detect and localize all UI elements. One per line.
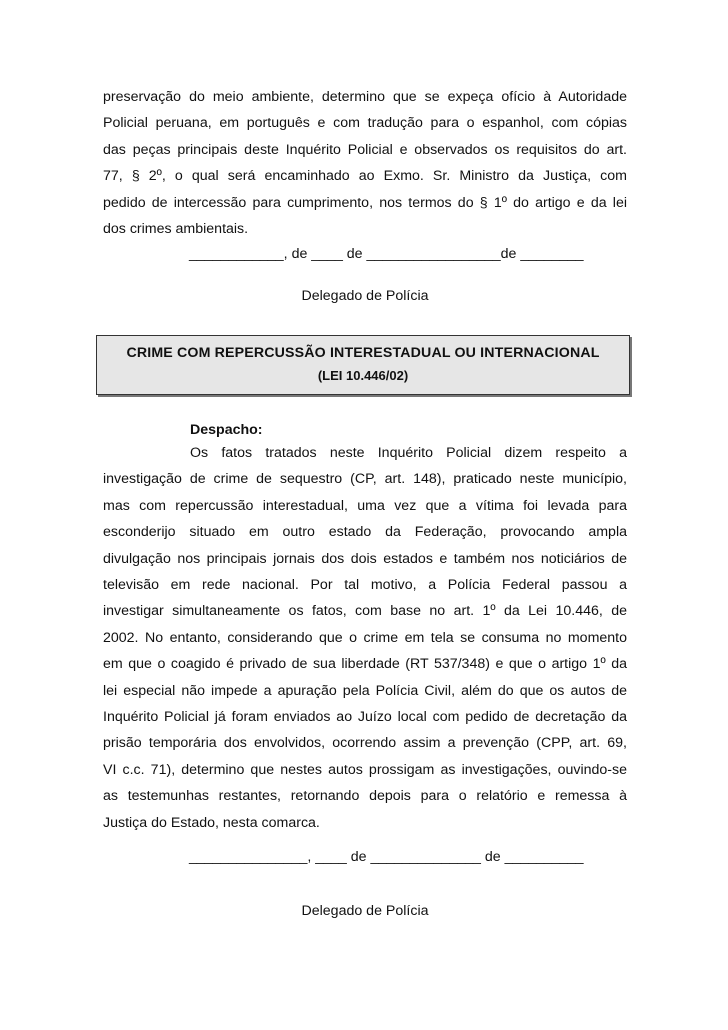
- section-subtitle: (LEI 10.446/02): [317, 368, 409, 383]
- signature-delegado: Delegado de Polícia: [301, 903, 429, 919]
- paragraph-line: televisão em rede nacional. Por tal motivo, a Polícia Federal passou a: [103, 577, 627, 594]
- paragraph-line: em que o coagido é privado de sua liberdade (RT 537/348) e que o artigo 1º da: [103, 656, 627, 673]
- paragraph-line: Inquérito Policial já foram enviados ao Juízo local com pedido de decretação da: [103, 709, 627, 726]
- paragraph-line: preservação do meio ambiente, determino que se expeça ofício à Autoridade: [103, 89, 627, 105]
- paragraph-line: 2002. No entanto, considerando que o crime em tela se consuma no momento: [103, 629, 627, 646]
- paragraph-line: Os fatos tratados neste Inquérito Policial dizem respeito a: [190, 445, 627, 461]
- section-header-box: [96, 335, 630, 395]
- top-paragraph: [103, 84, 627, 242]
- paragraph-line: VI c.c. 71), determino que nestes autos prossigam as investigações, ouvindo-se: [103, 761, 627, 778]
- paragraph-line: lei especial não impede a apuração pela Polícia Civil, além do que os autos de: [103, 682, 627, 699]
- paragraph-line: dos crimes ambientais.: [103, 221, 249, 238]
- paragraph-line: pedido de intercessão para cumprimento, nos termos do § 1º do artigo e da lei: [103, 194, 627, 211]
- paragraph-line: as testemunhas restantes, retornando depois para o relatório e remessa à: [103, 788, 627, 805]
- paragraph-line: esconderijo situado em outro estado da Federação, provocando ampla: [103, 524, 627, 541]
- paragraph-line: mas com repercussão interestadual, uma vez que a vítima foi levada para: [103, 497, 627, 514]
- date-line: ____________, de ____ de _________________de ________: [189, 246, 584, 262]
- paragraph-line: das peças principais deste Inquérito Policial e observados os requisitos do art.: [103, 141, 627, 158]
- signature-delegado: Delegado de Polícia: [301, 288, 429, 304]
- section-title: CRIME COM REPERCUSSÃO INTERESTADUAL OU INTERNACIONAL: [126, 345, 600, 361]
- paragraph-line: Policial peruana, em português e com tradução para o espanhol, com cópias: [103, 115, 627, 132]
- paragraph-line: prisão temporária dos envolvidos, ocorrendo assim a prevenção (CPP, art. 69,: [103, 735, 627, 752]
- paragraph-line: Justiça do Estado, nesta comarca.: [103, 814, 320, 831]
- paragraph-line: divulgação nos principais jornais dos dois estados e também nos noticiários de: [103, 550, 627, 567]
- date-line: _______________, ____ de ______________ de __________: [189, 849, 584, 865]
- paragraph-line: investigar simultaneamente os fatos, com base no art. 1º da Lei 10.446, de: [103, 603, 627, 620]
- paragraph-line: 77, § 2º, o qual será encaminhado ao Exmo. Sr. Ministro da Justiça, com: [103, 168, 627, 185]
- paragraph-line: investigação de crime de sequestro (CP, art. 148), praticado neste município,: [103, 471, 627, 488]
- despacho-heading: Despacho:: [190, 422, 263, 438]
- despacho-paragraph: [103, 440, 627, 836]
